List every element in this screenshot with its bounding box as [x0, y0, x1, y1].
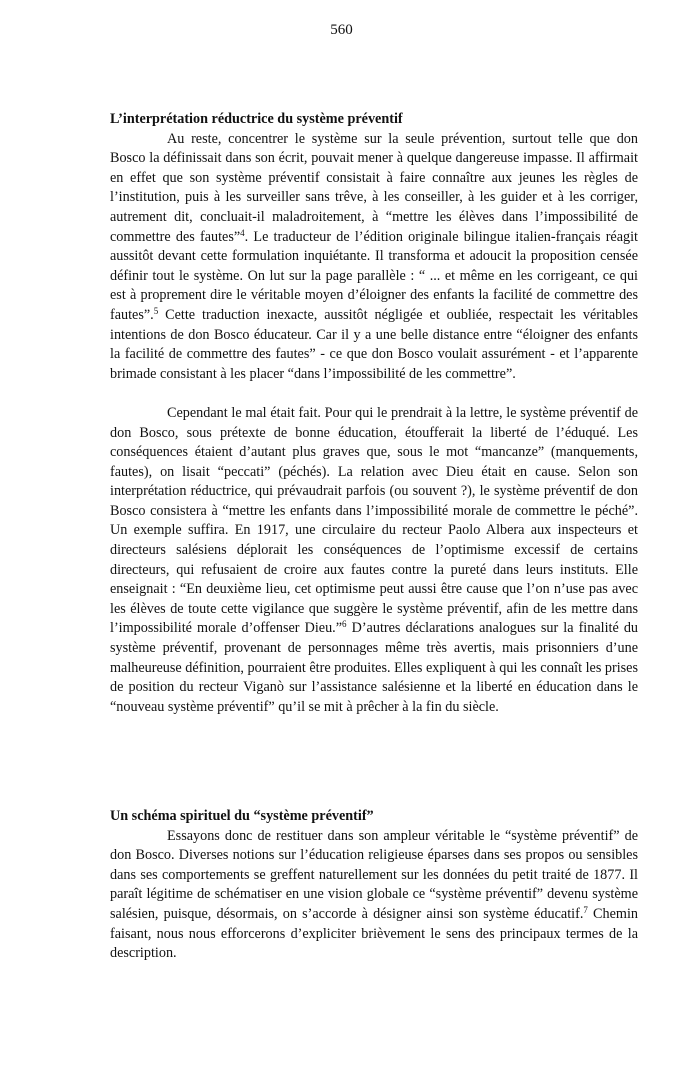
section-interpretation — [110, 110, 638, 717]
footnote-ref: 7 — [583, 904, 588, 915]
footnote-ref: 4 — [240, 227, 245, 238]
paragraph-text: Essayons donc de restituer dans son ampleur véritable le “système préventif” de don Bosco. Diverses notions sur l’éducation religieuse éparses dans ses propos ou sensibles dans ses comportements se greffent naturellement sur les données du petit traité de 1877. Il paraît légitime de schématiser en une vision globale ce “système préventif” devenu système salésien, puisque, désormais, on s’accorde à désigner ainsi son système éducatif. — [110, 827, 638, 922]
paragraph-text: . Le traducteur de l’édition originale bilingue italien-français réagit aussitôt devant cette formulation inquiétante. Il transforma et adoucit la proposition censée définir tout le système. On lut sur la page parallèle : “ ... et même en les corrigeant, ce qui est à proprement dire le véritable moyen d’éloigner des enfants la facilité de commettre des fautes”. — [110, 228, 639, 323]
paragraph-text: D’autres déclarations analogues sur la finalité du système préventif, provenant de personnages même très avertis, mais prisonniers d’une malheureuse définition, pourraient être produites. Elles expliquent à qui les connaît les prises de position du recteur Viganò sur l’assistance salésienne et la liberté en éducation dans le “nouveau système préventif” qu’il se mit à prêcher à la fin du siècle. — [110, 620, 639, 715]
section-heading: L’interprétation réductrice du système préventif — [110, 111, 403, 127]
paragraph-text: Au reste, concentrer le système sur la seule prévention, surtout telle que don Bosco la définissait dans son écrit, pouvait mener à quelque dangereuse impasse. Il affirmait en effet que son système préventif consistait à faire connaître aux jeunes les règles de l’institution, puis à les surveiller sans trêve, à les conseiller, à les guider et à les corriger, autrement dit, concluait-il maladroitement, à “mettre les élèves dans l’impossibilité de commettre des fautes” — [110, 130, 638, 245]
paragraph-text: Cette traduction inexacte, aussitôt négligée et oubliée, respectait les véritables intentions de don Bosco éducateur. Car il y a une belle distance entre “éloigner des enfants la facilité de commettre des fautes” - ce que don Bosco voulait assurément - et l’apparente brimade consistant à les placer “dans l’impossibilité de les commettre”. — [110, 306, 638, 382]
page-number: 560 — [330, 22, 353, 38]
paragraph — [110, 827, 638, 964]
footnote-ref: 5 — [153, 305, 159, 316]
paragraph-text: Cependant le mal était fait. Pour qui le prendrait à la lettre, le système préventif de don Bosco, sous prétexte de bonne éducation, étoufferait la liberté de l’éduqué. Les conséquences étaient d’autant plus graves que, sous le mot “mancanze” (manquements, fautes), on lisait “peccati” (péchés). La relation avec Dieu était en cause. Selon son interprétation réductrice, qui prévaudrait parfois (ou souvent ?), le système préventif de don Bosco consistera à “mettre les enfants dans l’impossibilité morale de commettre le péché”. Un exemple suffira. En 1917, une circulaire du recteur Paolo Albera aux inspecteurs et directeurs salésiens déplorait les conséquences de l’optimisme excessif de certains directeurs, qui refusaient de croire aux fautes contre la pureté dans leurs instituts. Elle enseignait : “En deuxième lieu, cet optimisme peut aussi être cause que l’on n’use pas avec les élèves de toute cette vigilance que suggère le système préventif, afin de les mettre dans l’impossibilité morale d’offenser Dieu.” — [110, 404, 638, 637]
footnote-ref: 6 — [342, 619, 347, 630]
paragraph-text: Chemin faisant, nous nous efforcerons d’expliciter brièvement le sens des principaux termes de la description. — [110, 905, 638, 962]
section-schema — [110, 807, 638, 964]
paragraph — [110, 404, 638, 718]
section-heading: Un schéma spirituel du “système préventif” — [110, 808, 374, 824]
paragraph — [110, 130, 638, 385]
